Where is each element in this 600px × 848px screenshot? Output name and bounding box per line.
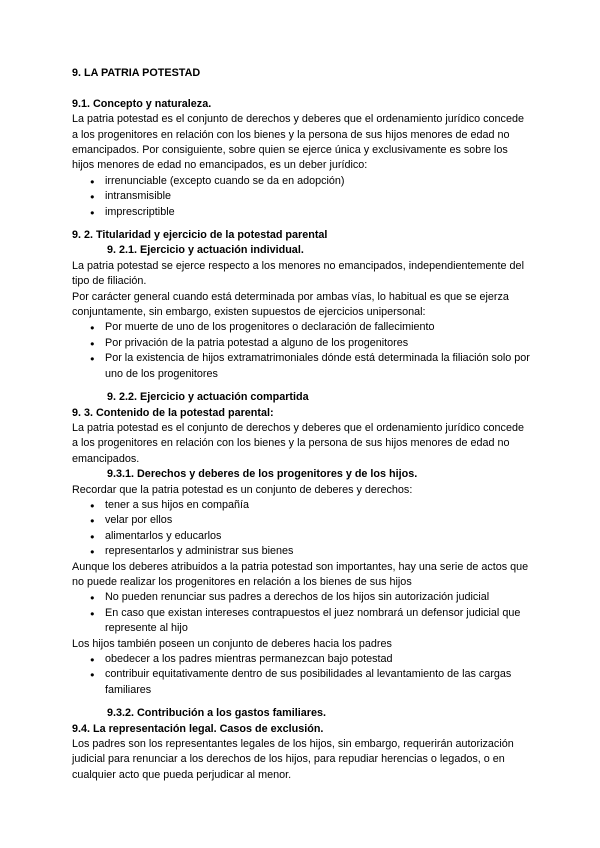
bullet-icon: ● xyxy=(90,670,95,680)
section-heading: 9.4. La representación legal. Casos de exclusión. xyxy=(72,722,324,735)
bullet-text: irrenunciable (excepto cuando se da en adopción) xyxy=(105,174,345,187)
paragraph: La patria potestad es el conjunto de derechos y deberes que el ordenamiento jurídico concede a los progenitores en relación con los bienes y la persona de sus hijos menores de edad no emancipados. Por consiguiente, sobre quien se ejerce única y exclusivamente es sobre los hijos menores de edad no emancipados, es un deber jurídico: xyxy=(72,113,527,172)
bullet-text: velar por ellos xyxy=(105,514,173,527)
paragraph: La patria potestad se ejerce respecto a los menores no emancipados, independientemente del tipo de filiación. xyxy=(72,259,527,288)
bullet-text: No pueden renunciar sus padres a derechos de los hijos sin autorización judicial xyxy=(105,591,490,604)
bullet-icon: ● xyxy=(90,176,95,186)
doc-title: 9. LA PATRIA POTESTAD xyxy=(72,67,201,79)
spacer xyxy=(72,382,530,390)
section-heading: 9.3.2. Contribución a los gastos familiares. xyxy=(107,707,327,720)
bullet-item xyxy=(72,174,530,189)
bullet-icon: ● xyxy=(90,338,95,348)
spacer xyxy=(72,81,530,96)
bullet-text: tener a sus hijos en compañía xyxy=(105,498,250,511)
bullet-item xyxy=(72,336,530,351)
bullet-item xyxy=(72,529,530,544)
bullet-icon: ● xyxy=(90,516,95,526)
section-heading: 9. 2.1. Ejercicio y actuación individual. xyxy=(107,244,304,257)
section-heading: 9. 2.2. Ejercicio y actuación compartida xyxy=(107,391,309,404)
bullet-item xyxy=(72,513,530,528)
bullet-icon: ● xyxy=(90,354,95,364)
paragraph: Los hijos también poseen un conjunto de deberes hacia los padres xyxy=(72,637,392,650)
bullet-icon: ● xyxy=(90,531,95,541)
spacer xyxy=(72,698,530,706)
bullet-text: intransmisible xyxy=(105,190,172,203)
paragraph: Recordar que la patria potestad es un conjunto de deberes y derechos: xyxy=(72,483,413,496)
bullet-item xyxy=(72,351,533,382)
bullet-item xyxy=(72,652,530,667)
spacer xyxy=(72,220,530,228)
bullet-icon: ● xyxy=(90,608,95,618)
bullet-icon: ● xyxy=(90,323,95,333)
bullet-text: representarlos y administrar sus bienes xyxy=(105,545,294,558)
bullet-text: Por la existencia de hijos extramatrimoniales dónde está determinada la filiación solo por uno de los progenitores xyxy=(105,352,533,380)
bullet-item xyxy=(72,606,530,637)
bullet-text: Por muerte de uno de los progenitores o declaración de fallecimiento xyxy=(105,321,435,334)
bullet-icon: ● xyxy=(90,192,95,202)
bullet-text: imprescriptible xyxy=(105,205,175,218)
bullet-item xyxy=(72,667,530,698)
bullet-item xyxy=(72,498,530,513)
bullet-text: obedecer a los padres mientras permanezcan bajo potestad xyxy=(105,653,393,666)
paragraph: La patria potestad es el conjunto de derechos y deberes que el ordenamiento jurídico concede a los progenitores en relación con los bienes y la persona de sus hijos menores de edad no emancipados. xyxy=(72,421,527,465)
paragraph: Los padres son los representantes legales de los hijos, sin embargo, requerirán autorización judicial para renunciar a los derechos de los hijos, para repudiar herencias o legados, o en cualquier acto que pueda perjudicar al menor. xyxy=(72,738,517,781)
bullet-text: Por privación de la patria potestad a alguno de los progenitores xyxy=(105,336,409,349)
bullet-item xyxy=(72,320,530,335)
bullet-icon: ● xyxy=(90,655,95,665)
bullet-icon: ● xyxy=(90,547,95,557)
section-heading: 9. 3. Contenido de la potestad parental: xyxy=(72,406,274,419)
bullet-text: contribuir equitativamente dentro de sus posibilidades al levantamiento de las cargas familiares xyxy=(105,668,515,696)
bullet-item xyxy=(72,189,530,204)
bullet-text: En caso que existan intereses contrapuestos el juez nombrará un defensor judicial que represente al hijo xyxy=(105,606,524,635)
section-heading: 9.3.1. Derechos y deberes de los progenitores y de los hijos. xyxy=(107,468,418,481)
bullet-icon: ● xyxy=(90,593,95,603)
section-heading: 9. 2. Titularidad y ejercicio de la potestad parental xyxy=(72,229,328,242)
bullet-icon: ● xyxy=(90,500,95,510)
bullet-text: alimentarlos y educarlos xyxy=(105,529,222,542)
section-heading: 9.1. Concepto y naturaleza. xyxy=(72,97,212,110)
bullet-item xyxy=(72,544,530,559)
paragraph: Aunque los deberes atribuidos a la patria potestad son importantes, hay una serie de actos que no puede realizar los progenitores en relación a los bienes de sus hijos xyxy=(72,560,532,588)
bullet-item xyxy=(72,205,530,220)
bullet-icon: ● xyxy=(90,207,95,217)
paragraph: Por carácter general cuando está determinada por ambas vías, lo habitual es que se ejerza conjuntamente, sin embargo, existen supuestos de ejercicios unipersonal: xyxy=(72,290,512,319)
bullet-item xyxy=(72,590,530,605)
